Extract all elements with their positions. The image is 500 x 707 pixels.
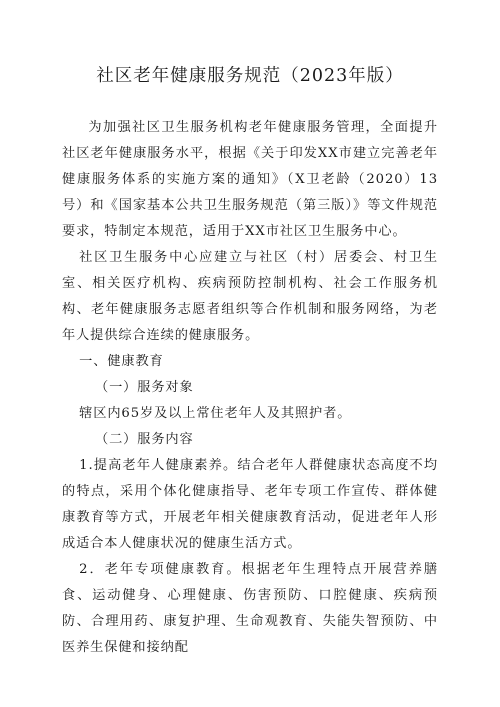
section-heading-health-education: 一、健康教育 [79, 354, 164, 369]
intro-paragraph: 为加强社区卫生服务机构老年健康服务管理，全面提升社区老年健康服务水平，根据《关于印发XX市建立完善老年健康服务体系的实施方案的通知》（X卫老龄（2020）13号）和《国家基本公共卫生服务规范（第三版）》等文件规范要求，特制定本规范，适用于XX市社区卫生服务中心。 [62, 120, 438, 239]
subsection-heading-service-content: （二）服务内容 [95, 432, 194, 447]
service-target-paragraph: 辖区内65岁及以上常住老年人及其照护者。 [79, 406, 352, 421]
subsection-heading-service-target: （一）服务对象 [95, 380, 194, 395]
content-item-2-paragraph: 2．老年专项健康教育。根据老年生理特点开展营养膳食、运动健身、心理健康、伤害预防、口腔健康、疾病预防、合理用药、康复护理、生命观教育、失能失智预防、中医养生保健和接纳配 [62, 562, 438, 655]
document-body [62, 115, 438, 661]
cooperation-paragraph: 社区卫生服务中心应建立与社区（村）居委会、村卫生室、相关医疗机构、疾病预防控制机构、社会工作服务机构、老年健康服务志愿者组织等合作机制和服务网络，为老年人提供综合连续的健康服务。 [62, 250, 438, 343]
document-title: 社区老年健康服务规范（2023年版） [96, 66, 404, 86]
content-item-1-paragraph: 1.提高老年人健康素养。结合老年人群健康状态高度不均的特点，采用个体化健康指导、老年专项工作宣传、群体健康教育等方式，开展老年相关健康教育活动，促进老年人形成适合本人健康状况的健康生活方式。 [62, 458, 438, 551]
